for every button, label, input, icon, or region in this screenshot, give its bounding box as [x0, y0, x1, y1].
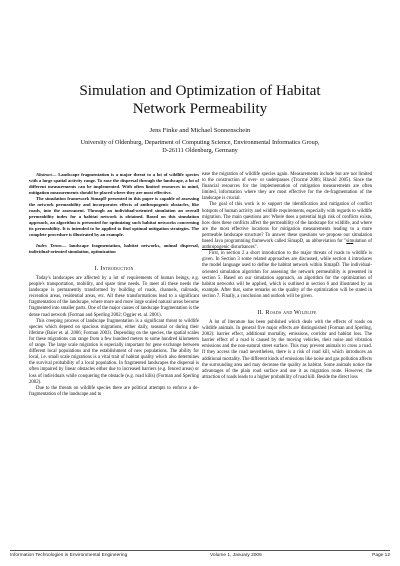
right-column [202, 172, 372, 381]
footer-journal: Information Technologies in Environmental Engineering [10, 553, 128, 558]
right-para-3: First, in section 2 a short introduction to the major threats of roads to wildlife is given. In Section 3 some related approaches are discussed, while section 4 introduces the model language used to define the habitat network within SimapD. The individual-oriented simulation algorithm for assessing the network permeability is presented in section 5. Based on our simulation approach, an algorithm for the optimization of habitat networks will be applied, which is outlined in section 6 and illustrated by an example. After that, some remarks on the quality of the optimization will be stated in section 7. Finally, a conclusion and outlook will be given. [202, 251, 372, 299]
section-heading-introduction: I. Introduction [94, 265, 134, 272]
simapd-sim-underline: sim [346, 239, 354, 245]
affiliation-line-1: University of Oldenburg, Department of Computing Science, Environmental Informatics Group, [80, 139, 320, 146]
abstract [29, 172, 199, 238]
intro-para-3: Due to the threats on wildlife species there are political attempts to enforce a de-fragmentation of the landscape and to [29, 385, 199, 397]
left-column [29, 172, 199, 398]
index-terms: Index Terms— landscape fragmentation, habitat networks, animal dispersal, individual-oriented simulation, optimization [29, 243, 199, 254]
simapd-a-underline: anthropogenic [202, 245, 231, 251]
right-para-2-end: disturbances". [230, 245, 258, 251]
roads-para-1: A lot of literature has been published which deals with the effects of roads on wildlife animals. In general five major effects are distinguished (Forman and Sperling, 2002): barrier effect, additional mortality, emissions, corridor and habitat loss. The barrier effect of a road is caused by the moving vehicles, their noise and vibration emissions and the non-natural street surface. This may prevent animals to cross a road. If they access the road nevertheless, there is a risk of road kill, which introduces an additional mortality. The different kinds of emissions like noise and gas pollution affects the surrounding area and may decrease the quality as habitat. Some animals notice the advantages of the plain road surface and use it as migration route. However, the attraction of roads leads to a higher probability of road kill. Beside the direct loss [202, 319, 372, 380]
abstract-label: Abstract [36, 172, 52, 177]
footer-page-number: Page 12 [372, 553, 390, 558]
abstract-para-1: Abstract— Landscape fragmentation is a major threat to a lot of wildlife species with a large spatial activity range. To ease the dispersal through the landscape, a lot of different measurements can be implemented. With often limited resources in mind, mitigation measurements should be placed where they are most effective. [29, 172, 200, 195]
abstract-para-2: The simulation framework SimapD presented in this paper is capable of assessing the network permeability and incorporates effects of anthropogenic obstacles, like roads, into the assessment. Through an individual-oriented simulation an overall permeability index for a habitat network is obtained. Based on this simulation approach, an algorithm is presented for optimizing such habitat networks concerning its permeability. It is intended to be applied to find optimal mitigation strategies. The complete procedure is illustrated by an example. [29, 196, 199, 237]
paper-title [20, 82, 380, 118]
footer-divider [10, 550, 390, 551]
index-terms-label: Index Terms [36, 243, 62, 248]
right-para-2 [202, 202, 372, 251]
authors: Jens Finke and Michael Sonnenschein [149, 127, 251, 134]
abstract-text-1: Landscape fragmentation is a major threat to a lot of wildlife species with a large spatial activity range. To ease the dispersal through the landscape, a lot of different measurements can be implemented. With often limited resources in mind, mitigation measurements should be placed where they are most effective. [29, 172, 200, 195]
section-heading-roads-wildlife: II. Roads and Wildlife [257, 308, 317, 316]
intro-para-1: Today's landscapes are affected by a lot of requirements of human beings, e.g. people's transportation, mobility, and spare time needs. To meet all these needs the landscape is permanently transformed by building of roads, channels, railroads, recreation areas, residential areas, etc. All these transformations lead to a significant fragmentation of the landscape, where more and more large scaled natural areas become fragmented into smaller parts. One of the major causes of landscape fragmentation is the dense road network (Forman and Sperling 2002; Oggier et. al. 2001). [29, 276, 199, 318]
footer-volume: Volume 1, January 2006 [210, 553, 262, 558]
right-para-2-mid: ulation of [353, 239, 372, 245]
title-line-2: Network Permeability [132, 100, 268, 117]
affiliation [20, 139, 380, 154]
title-line-1: Simulation and Optimization of Habitat [79, 82, 321, 99]
right-para-2-text: The goal of this work is to support the identification and mitigation of conflict hotspots of human activity and wildlife requirements, especially with regards to wildlife migration. The main questions are: Where does a potential high risk of conflicts exists, how does these conflicts affect the permeability of the landscape for wildlife, and where are the most effective locations for mitigation measurements leading to a more permeable landscape structure? To answer these questions we propose our simulation based Java programming framework called SimapD, an abbreviation for " [202, 202, 372, 245]
right-para-1: ease the migration of wildlife species again. Measurements include but are not limited to the construction of over- or underpasses (Trocmé 2006; Hlaváč 2005). Since the financial resources for the implementation of mitigation measurements are often limited, information where they are most effective for the de-fragmentation of the landscape is crucial. [202, 172, 372, 202]
intro-para-2: This creeping process of landscape fragmentation is a significant threat to wildlife species which depend on spacious migrations, either daily, seasonal or during their lifetime (Baier et. al. 2006; Forman 2003). Depending on the species, the spatial scales for these migrations can range from a few hundred meters to some hundred kilometers of range. The large scale migration is especially important for gene exchange between different local populations and the establishment of new populations. The ability for local, i.e. small scale migrations is a vital trait of habitat quality which also determines the survival probability of a local population. In fragmented landscapes the dispersal is often impaired by linear obstacles either due to increased barriers (e.g. fenced areas) or loss of individuals while conquering the obstacle (e.g. road kills) (Forman and Sperling 2002). [29, 318, 199, 385]
index-terms-text: landscape fragmentation, habitat networks, animal dispersal, individual-oriented simulation, optimization [29, 243, 199, 254]
affiliation-line-2: D-26111 Oldenburg, Germany [162, 146, 238, 154]
